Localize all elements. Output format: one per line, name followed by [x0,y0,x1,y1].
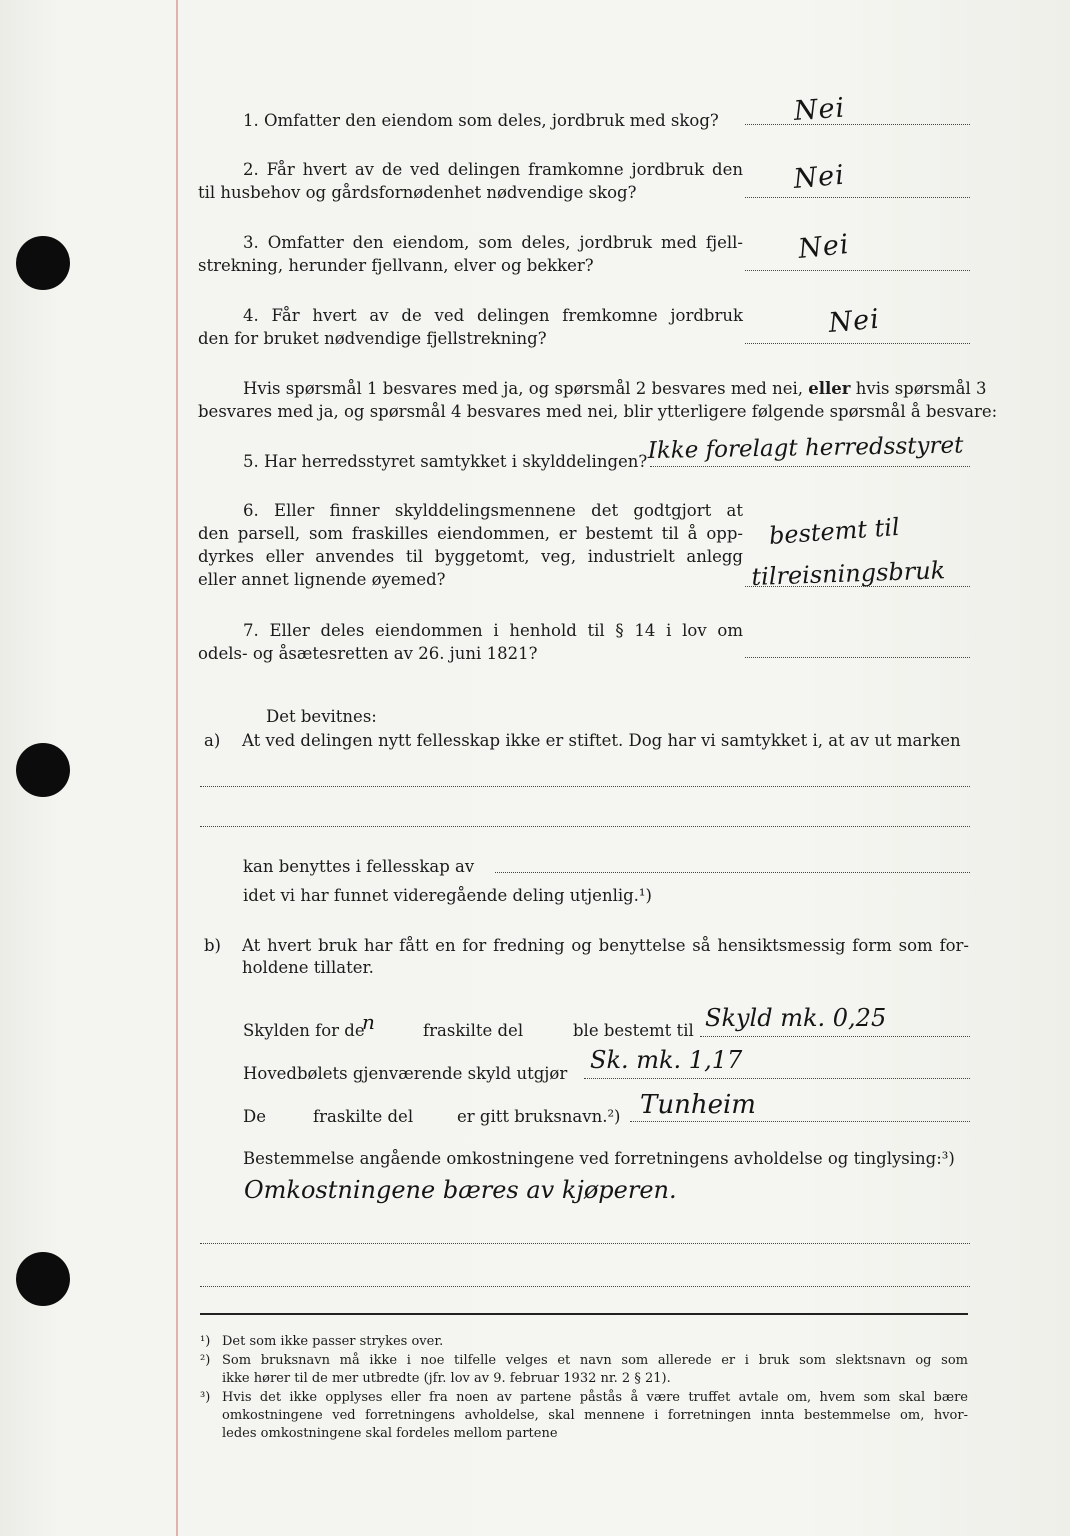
bruksnavn-value-handwriting: Tunheim [640,1090,756,1120]
question-3-line-1: 3. Omfatter den eiendom, som deles, jordbruk med fjell- [243,233,743,252]
omkostninger-value-handwriting: Omkostningene bæres av kjøperen. [244,1176,677,1204]
bruksnavn-label: er gitt bruksnavn.²) [457,1107,621,1126]
answer-6-handwriting-line-1: bestemt til [768,512,901,550]
question-6-line-1: 6. Eller finner skylddelingsmennene det godtgjort at [243,501,743,520]
skylden-value-handwriting: Skyld mk. 0,25 [705,1004,887,1032]
answer-line-3 [745,270,970,271]
attest-b-line-1: At hvert bruk har fått en for fredning og benyttelse så hensiktsmessig form som for- [242,936,969,955]
attest-heading: Det bevitnes: [266,707,377,726]
hovedbol-line [584,1078,970,1079]
footnote-2-mark: ²) [200,1353,211,1368]
question-5: 5. Har herredsstyret samtykket i skylddelingen? [243,452,648,471]
attest-b-line-2: holdene tillater. [242,958,374,977]
skylden-line [700,1036,970,1037]
question-4-line-1: 4. Får hvert av de ved delingen fremkomne jordbruk [243,306,743,325]
punch-hole-top [16,236,70,290]
footnote-3-line-1: Hvis det ikke opplyses eller fra noen av partene påstås å være truffet avtale om, hvem som skal bære [222,1390,968,1405]
answer-3-handwriting: Nei [796,228,851,265]
footnote-3-mark: ³) [200,1390,211,1405]
answer-line-6 [745,586,970,587]
question-6-line-4: eller annet lignende øyemed? [198,570,446,589]
attest-a-text: At ved delingen nytt fellesskap ikke er stiftet. Dog har vi samtykket i, at av ut marken [242,731,961,750]
question-6-line-3: dyrkes eller anvendes til byggetomt, veg, industrielt anlegg [198,547,743,566]
footnote-3-line-2: omkostningene ved forretningens avholdelse, skal mennene i forretningen innta bestemmelse om, hvor- [222,1408,968,1423]
skylden-label-a: Skylden for de [243,1021,365,1040]
answer-2-handwriting: Nei [792,159,847,195]
punch-hole-middle [16,743,70,797]
question-2-line-1: 2. Får hvert av de ved delingen framkomne jordbruk den [243,160,743,179]
question-6-line-2: den parsell, som fraskilles eiendommen, er bestemt til å opp- [198,524,743,543]
blank-line-c2 [200,1286,970,1287]
question-2-line-2: til husbehov og gårdsfornødenhet nødvendige skog? [198,183,637,202]
answer-line-7 [745,657,970,658]
margin-line [176,0,178,1536]
footnote-1: Det som ikke passer strykes over. [222,1334,444,1349]
footnote-2-line-2: ikke hører til de mer utbredte (jfr. lov av 9. februar 1932 nr. 2 § 21). [222,1371,671,1386]
hovedbol-value-handwriting: Sk. mk. 1,17 [590,1046,743,1074]
bruksnavn-del: fraskilte del [313,1107,414,1126]
shared-use-line [495,872,970,873]
conditional-instructions-line-2: besvares med ja, og spørsmål 4 besvares med nei, blir ytterligere følgende spørsmål å besvare: [198,402,998,421]
question-3-line-2: strekning, herunder fjellvann, elver og bekker? [198,256,594,275]
footnote-2-line-1: Som bruksnavn må ikke i noe tilfelle velges et navn som allerede er i bruk som slektsnavn og som [222,1353,968,1368]
skylden-label-b: fraskilte del [423,1021,524,1040]
blank-line-c1 [200,1243,970,1244]
blank-line-a1 [200,786,970,787]
answer-5-handwriting: Ikke forelagt herredsstyret [647,432,964,464]
shared-use-label: kan benyttes i fellesskap av [243,857,475,876]
attest-a-label: a) [204,731,221,750]
conditional-instructions-line-1: Hvis spørsmål 1 besvares med ja, og spørsmål 2 besvares med nei, eller hvis spørsmål 3 [243,379,987,398]
answer-line-2 [745,197,970,198]
question-7-line-2: odels- og åsætesretten av 26. juni 1821? [198,644,538,663]
question-7-line-1: 7. Eller deles eiendommen i henhold til § 14 i lov om [243,621,743,640]
hovedbol-label: Hovedbølets gjenværende skyld utgjør [243,1064,568,1083]
footnote-3-line-3: ledes omkostningene skal fordeles mellom partene [222,1426,558,1441]
further-division-text: idet vi har funnet videregående deling utjenlig.¹) [243,886,652,905]
skylden-label-c: ble bestemt til [573,1021,694,1040]
attest-b-label: b) [204,936,221,955]
answer-line-4 [745,343,970,344]
answer-1-handwriting: Nei [792,92,847,127]
blank-line-a2 [200,826,970,827]
footnote-1-mark: ¹) [200,1334,211,1349]
bruksnavn-de: De [243,1107,266,1126]
answer-6-handwriting-line-2: tilreisningsbruk [751,556,946,591]
punch-hole-bottom [16,1252,70,1306]
question-4-line-2: den for bruket nødvendige fjellstrekning? [198,329,547,348]
question-1: 1. Omfatter den eiendom som deles, jordbruk med skog? [243,111,719,130]
footnote-separator [200,1313,968,1315]
bruksnavn-line [630,1121,970,1122]
answer-4-handwriting: Nei [827,303,882,339]
answer-line-1 [745,124,970,125]
skylden-handwritten-n: n [362,1010,376,1034]
omkostninger-label: Bestemmelse angående omkostningene ved forretningens avholdelse og tinglysing:³) [243,1149,955,1168]
answer-line-5 [650,466,970,467]
